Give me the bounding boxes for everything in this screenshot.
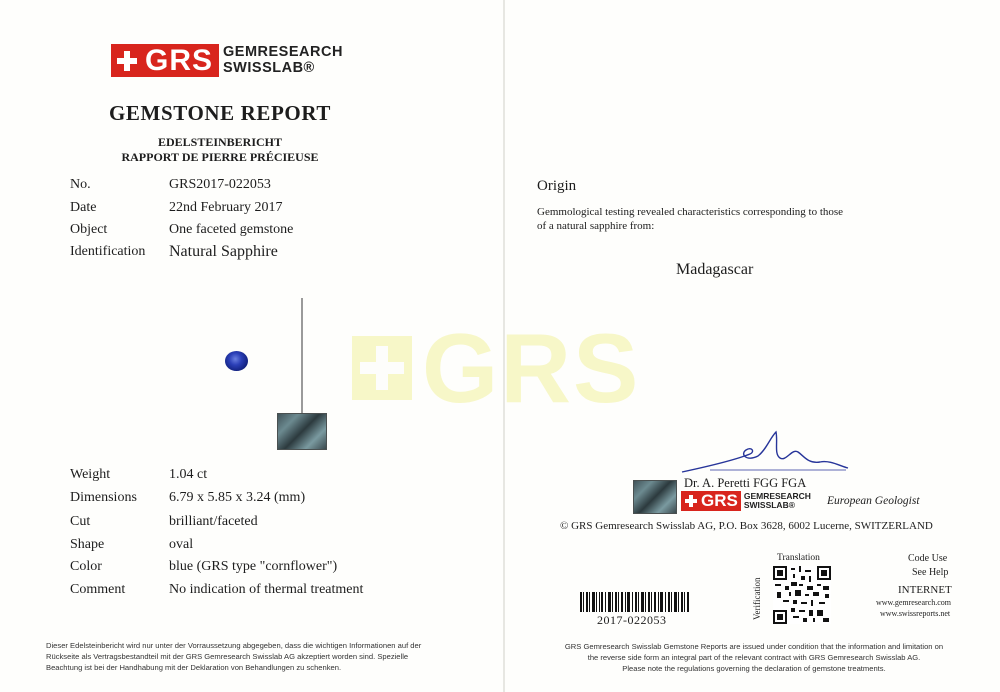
footnote-line: the reverse side form an integral part of the relevant contract with GRS Gemresearch Swisslab AG.: [587, 653, 921, 662]
property-value: No indication of thermal treatment: [169, 582, 364, 597]
footnote-line: Dieser Edelsteinbericht wird nur unter der Vorraussetzung abgegeben, dass die wichtigen Informationen auf der: [46, 641, 422, 650]
internet-label: INTERNET: [898, 584, 952, 596]
scale-line: [301, 298, 303, 414]
identification-value: Natural Sapphire: [169, 243, 278, 260]
code-use-label: Code Use: [908, 553, 948, 564]
logo-words: [223, 45, 343, 75]
signatory-name: Dr. A. Peretti FGG FGA: [684, 476, 807, 490]
logo-brand: GRS: [701, 491, 738, 510]
property-label: Color: [70, 559, 102, 574]
origin-country: Madagascar: [676, 261, 754, 278]
footnote-line: Rückseite als Vertragsbestandteil mit der GRS Gemresearch Swisslab AG akzeptiert worden sind. Spezielle: [46, 652, 409, 661]
grs-watermark: [352, 313, 642, 423]
property-value: blue (GRS type "cornflower"): [169, 559, 338, 574]
detail-label: Object: [70, 222, 108, 237]
origin-text: of a natural sapphire from:: [537, 220, 655, 232]
swiss-cross-watermark-icon: [352, 336, 412, 400]
report-subtitle-fr: RAPPORT DE PIERRE PRÉCIEUSE: [121, 150, 319, 164]
detail-label: Identification: [70, 244, 146, 259]
origin-text: Gemmological testing revealed characteristics corresponding to those: [537, 206, 844, 218]
report-title: GEMSTONE REPORT: [109, 101, 331, 125]
logo-brand: GRS: [145, 43, 214, 77]
report-subtitle-de: EDELSTEINBERICHT: [157, 135, 283, 149]
logo-line2: SWISSLAB®: [743, 500, 795, 510]
logo-line1: GEMRESEARCH: [223, 44, 343, 61]
property-label: Shape: [70, 537, 105, 552]
watermark-text: GRS: [422, 313, 641, 423]
hologram-seal-icon: [277, 413, 327, 450]
logo-line2: SWISSLAB®: [223, 59, 315, 76]
footnote-line: GRS Gemresearch Swisslab Gemstone Reports are issued under condition that the information and limitation on: [564, 642, 944, 651]
translation-label: Translation: [777, 553, 820, 563]
detail-value: One faceted gemstone: [169, 222, 294, 237]
website-link[interactable]: www.gemresearch.com: [876, 598, 952, 607]
footnote-right: [546, 641, 962, 674]
website-link[interactable]: www.swissreports.net: [880, 609, 951, 618]
property-label: Dimensions: [70, 490, 137, 505]
barcode-number: 2017-022053: [597, 613, 667, 627]
verification-label: Verification: [752, 577, 762, 620]
property-label: Cut: [70, 514, 91, 529]
see-help-label: See Help: [912, 567, 949, 578]
detail-value: GRS2017-022053: [169, 177, 271, 192]
copyright-line: © GRS Gemresearch Swisslab AG, P.O. Box 3628, 6002 Lucerne, SWITZERLAND: [560, 520, 933, 532]
barcode-icon: [580, 592, 690, 612]
footnote-left: [46, 640, 466, 673]
property-label: Comment: [70, 582, 126, 597]
footnote-line: Beachtung ist bei der Handhabung mit der Deklaration von Behandlungen zu schenken.: [46, 663, 342, 672]
logo-words: [744, 492, 811, 510]
signature-icon: [680, 426, 850, 476]
qr-code-icon[interactable]: [773, 566, 831, 624]
detail-label: Date: [70, 200, 97, 215]
property-value: brilliant/faceted: [169, 514, 258, 529]
property-value: oval: [169, 537, 194, 552]
grs-logo-small: [681, 491, 811, 511]
footnote-line: Please note the regulations governing the declaration of gemstone treatments.: [622, 664, 886, 673]
grs-logo: [111, 44, 343, 77]
property-value: 6.79 x 5.85 x 3.24 (mm): [169, 490, 306, 505]
signatory-title: European Geologist: [827, 495, 920, 507]
origin-heading: Origin: [537, 178, 577, 194]
detail-label: No.: [70, 177, 91, 192]
sapphire-photo: [225, 351, 248, 371]
logo-red-block: [681, 491, 741, 511]
hologram-seal-icon: [633, 480, 677, 514]
property-label: Weight: [70, 467, 111, 482]
swiss-cross-icon: [684, 494, 698, 508]
logo-line1: GEMRESEARCH: [743, 491, 811, 502]
swiss-cross-icon: [115, 49, 139, 73]
detail-value: 22nd February 2017: [169, 200, 283, 215]
logo-red-block: [111, 44, 219, 77]
property-value: 1.04 ct: [169, 467, 208, 482]
